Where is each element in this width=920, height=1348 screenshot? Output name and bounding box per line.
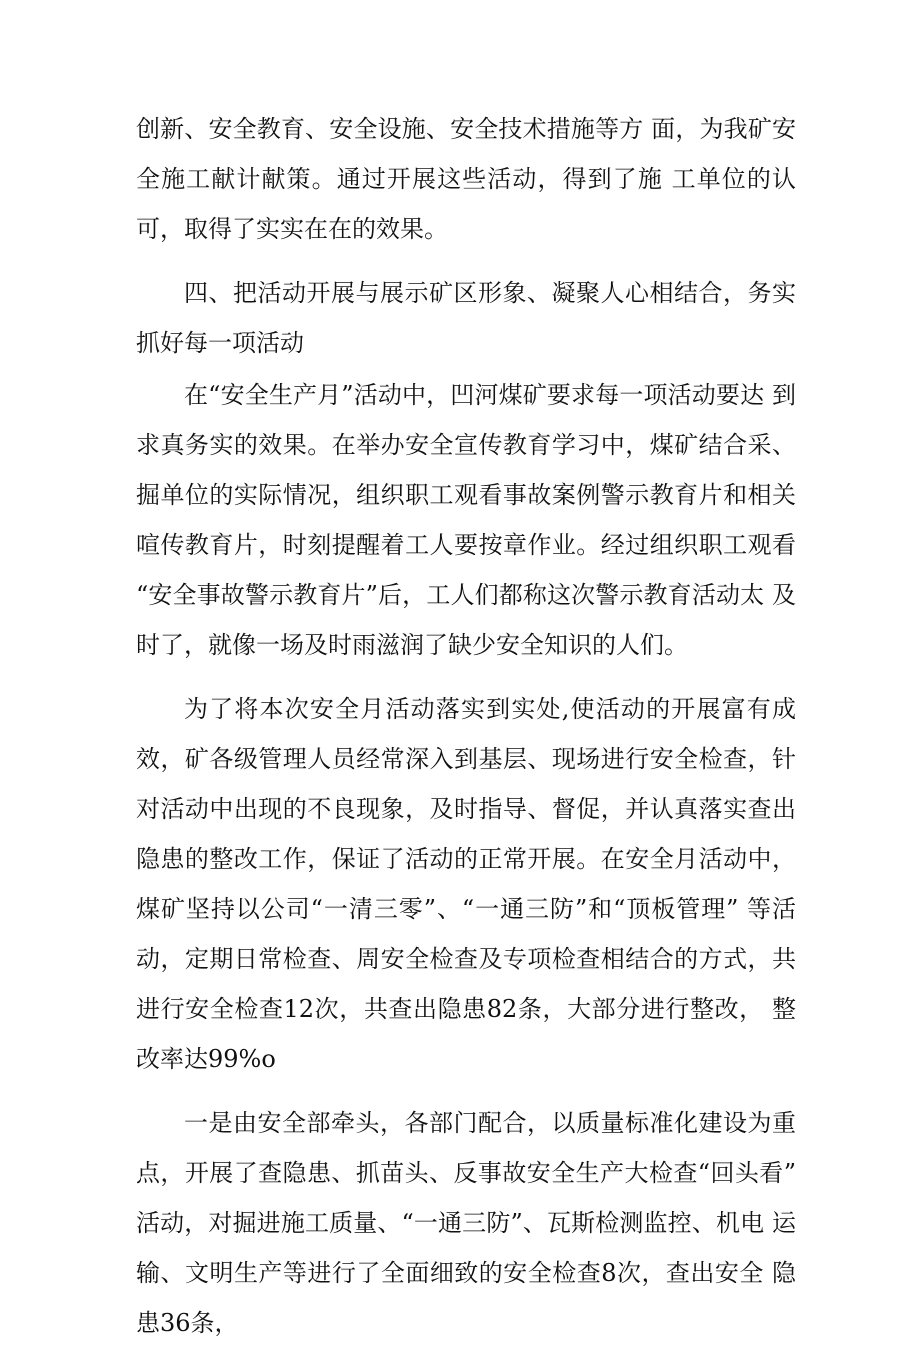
paragraph-5: 一是由安全部牵头，各部门配合，以质量标准化建设为重 点，开展了查隐患、抓苗头、反事故安全生产大检查“回头看” 活动，对掘进施工质量、“一通三防”、瓦斯检测监控、机电 运输、文明生产等进行了全面细致的安全检查8次，查出安全 隐患36条，: [136, 1109, 796, 1337]
paragraph-3: 在“安全生产月”活动中，凹河煤矿要求每一项活动要达 到求真务实的效果。在举办安全宣传教育学习中，煤矿结合采、 掘单位的实际情况，组织职工观看事故案例警示教育片和相关 喧传教育片，时刻提醒着工人要按章作业。经过组织职工观看 “安全事故警示教育片”后，工人们都称这次警示教育活动太 及时了，就像一场及时雨滋润了缺少安全知识的人们。: [136, 381, 796, 659]
document-body: [136, 104, 796, 1348]
paragraph-2-heading: 四、把活动开展与展示矿区形象、凝聚人心相结合，务实 抓好每一项活动: [136, 279, 796, 357]
paragraph-4: 为了将本次安全月活动落实到实处,使活动的开展富有成 效，矿各级管理人员经常深入到基层、现场进行安全检查，针 对活动中出现的不良现象，及时指导、督促，并认真落实查出 隐患的整改工作，保证了活动的正常开展。在安全月活动中， 煤矿坚持以公司“一清三零”、“一通三防”和“顶板管理” 等活动，定期日常检查、周安全检查及专项检查相结合的方式，共进行安全检查12次，共查出隐患82条，大部分进行整改， 整改率达99%o: [136, 695, 796, 1073]
paragraph-1: 创新、安全教育、安全设施、安全技术措施等方 面，为我矿安全施工献计献策。通过开展这些活动，得到了施 工单位的认可，取得了实实在在的效果。: [136, 115, 796, 243]
